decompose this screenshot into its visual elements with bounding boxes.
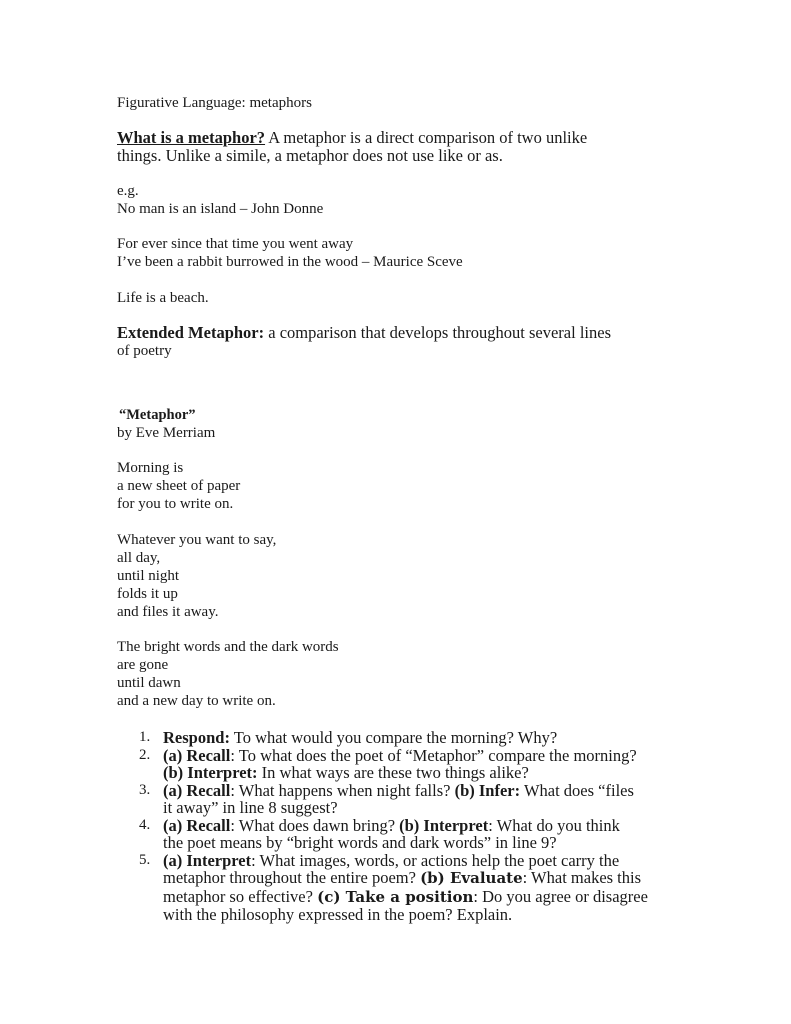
poem-line: for you to write on. [117, 496, 234, 512]
examples-label: e.g. [117, 182, 139, 199]
page-heading: Figurative Language: metaphors [117, 95, 312, 111]
definition-term: What is a metaphor? [117, 128, 266, 147]
example-3: Life is a beach. [117, 289, 209, 306]
poem-line: The bright words and the dark words [117, 639, 339, 655]
poem-title: “Metaphor” [119, 406, 196, 423]
question-number: 3. [139, 781, 151, 798]
extended-line-1 [117, 324, 677, 342]
extended-term: Extended Metaphor: [117, 323, 265, 342]
question-number: 1. [139, 729, 151, 745]
poem-line: and a new day to write on. [117, 693, 276, 709]
example-2-line-2: I’ve been a rabbit burrowed in the wood – Maurice Sceve [117, 254, 463, 270]
definition-text-1: A metaphor is a direct comparison of two unlike [265, 128, 588, 147]
question-number: 2. [139, 746, 151, 763]
extended-text-2: of poetry [117, 342, 172, 359]
question-4: 4. (a) Recall: What does dawn bring? (b) Interpret: What do you think the poet means by “bright words and dark words” in line 9? [139, 815, 620, 852]
question-2: 2. (a) Recall: To what does the poet of “Metaphor” compare the morning? (b) Interpret: In what ways are these two things alike? [139, 745, 637, 782]
definition-line-1 [117, 129, 677, 147]
poem-line: and files it away. [117, 603, 219, 620]
document-page [117, 94, 677, 924]
poem-line: until dawn [117, 675, 181, 691]
poem-line: all day, [117, 549, 161, 566]
example-2-line-1: For ever since that time you went away [117, 236, 354, 252]
extended-text-1: a comparison that develops throughout several lines [264, 323, 611, 342]
example-1: No man is an island – John Donne [117, 200, 324, 217]
poem-line: a new sheet of paper [117, 478, 241, 494]
poem-author: by Eve Merriam [117, 424, 216, 441]
poem-line: Whatever you want to say, [117, 531, 277, 548]
question-list [117, 729, 677, 924]
poem-line: Morning is [117, 460, 184, 476]
question-1: 1. Respond: To what would you compare the morning? Why? [139, 728, 558, 747]
poem-line: are gone [117, 657, 169, 673]
question-5: 5. (a) Interpret: What images, words, or actions help the poet carry the metaphor throughout the entire poem? (b) Evaluate: What makes this metaphor so effective? (c) Take a position: Do you agree or disagree with the philosophy expressed in the poem? Explain. [139, 850, 648, 924]
poem-line: until night [117, 567, 180, 584]
poem-line: folds it up [117, 585, 178, 602]
question-number: 5. [139, 851, 151, 868]
question-3: 3. (a) Recall: What happens when night falls? (b) Infer: What does “files it away” in line 8 suggest? [139, 780, 634, 817]
question-number: 4. [139, 816, 151, 833]
definition-text-2: things. Unlike a simile, a metaphor does not use like or as. [117, 145, 503, 165]
